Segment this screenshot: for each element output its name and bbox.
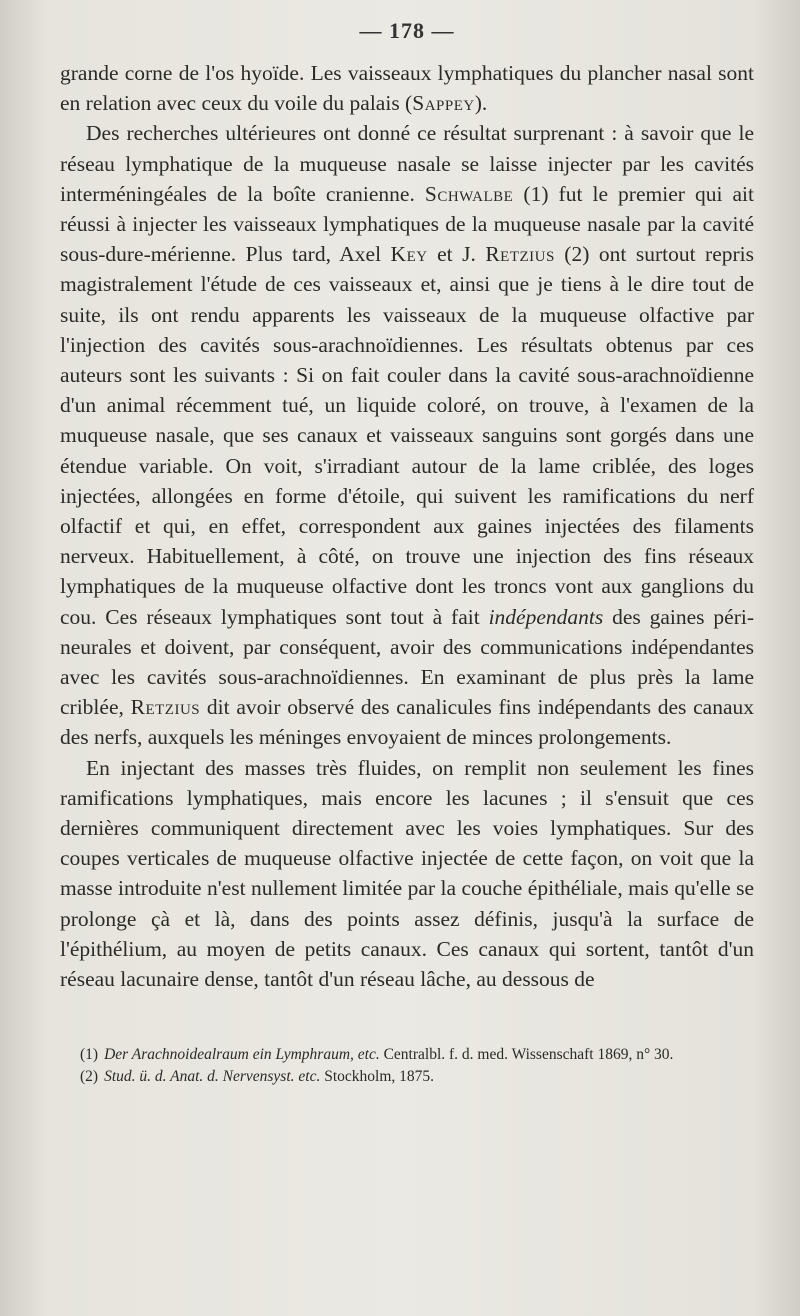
text-run: Stockholm, 1875. [320, 1068, 435, 1086]
author-name: Key [390, 242, 428, 267]
text-run: et J. [427, 242, 486, 267]
footnote-number: (1) [80, 1046, 99, 1064]
italic-text: indépendants [488, 604, 604, 629]
footnotes [60, 1044, 754, 1088]
footnote-number: (2) [80, 1068, 99, 1086]
text-run: Centralbl. f. d. med. Wissenschaft 1869, n° 30. [379, 1046, 674, 1064]
paragraph [60, 58, 754, 118]
paragraph [60, 118, 754, 752]
text-run: Des recherches ultérieures ont donné ce résultat surprenant : à savoir que le réseau lymphatique de la muqueuse nasale se laisse injecter par les cavités interméningéales de la boîte cranienne. [60, 121, 754, 206]
text-run: (1) fut le premier qui ait réussi à injecter les vaisseaux lymphatiques de la muqueuse nasale par la cavité sous-dure-mérienne. Plus tard, Axel [60, 181, 754, 267]
author-name: Retzius [485, 242, 555, 267]
paragraph [60, 753, 754, 995]
body-text [60, 58, 754, 994]
italic-text: Stud. ü. d. Anat. d. Nervensyst. etc. [104, 1068, 321, 1086]
text-run: ). [474, 91, 488, 116]
page-number: — 178 — [359, 18, 455, 43]
footnote [80, 1044, 754, 1066]
text-run: (2) ont surtout repris magistralement l'étude de ces vaisseaux et, ainsi que je tiens à le dire tout de suite, ils ont rendu apparents les vaisseaux de la muqueuse olfactive par l'injection des cavités sous-arachnoïdiennes. Les résultats obtenus par ces auteurs sont les suivants : Si on fait couler dans la cavité sous-arachnoïdienne d'un animal récemment tué, un liquide coloré, on trouve, à l'examen de la muqueuse nasale, que ses canaux et vaisseaux sanguins sont gorgés dans une étendue variable. On voit, s'irradiant autour de la lame criblée, des loges injectées, allongées en forme d'étoile, qui suivent les ramifications du nerf olfactif et qui, en effet, correspondent aux gaines injectées des filaments nerveux. Habituellement, à côté, on trouve une injection des fins réseaux lymphatiques de la muqueuse olfactive dont les troncs vont aux ganglions du cou. Ces réseaux lymphatiques sont tout à fait [60, 242, 754, 629]
footnote [80, 1066, 754, 1088]
text-run: dit avoir observé des canalicules fins indépendants des canaux des nerfs, auxquels les méninges envoyaient de minces prolongements. [60, 695, 754, 750]
author-name: Retzius [130, 695, 201, 720]
author-name: Schwalbe [424, 181, 514, 206]
author-name: Sappey [412, 91, 475, 116]
text-run: grande corne de l'os hyoïde. Les vaisseaux lymphatiques du plancher nasal sont en relation avec ceux du voile du palais ( [60, 61, 754, 116]
text-run: des gaines péri-neurales et doivent, par conséquent, avoir des communications indépendantes avec les cavités sous-arachnoïdiennes. En examinant de plus près la lame criblée, [60, 604, 755, 720]
text-run: En injectant des masses très fluides, on remplit non seulement les fines ramifications lymphatiques, mais encore les lacunes ; il s'ensuit que ces dernières communiquent directement avec les voies lymphatiques. Sur des coupes verticales de muqueuse olfactive injectée de cette façon, on voit que la masse introduite n'est nullement limitée par la couche épithéliale, mais qu'elle se prolonge çà et là, dans des points assez définis, jusqu'à la surface de l'épithélium, au moyen de petits canaux. Ces canaux qui sortent, tantôt d'un réseau lacunaire dense, tantôt d'un réseau lâche, au dessous de [60, 755, 754, 992]
italic-text: Der Arachnoidealraum ein Lymphraum, etc. [104, 1046, 380, 1064]
